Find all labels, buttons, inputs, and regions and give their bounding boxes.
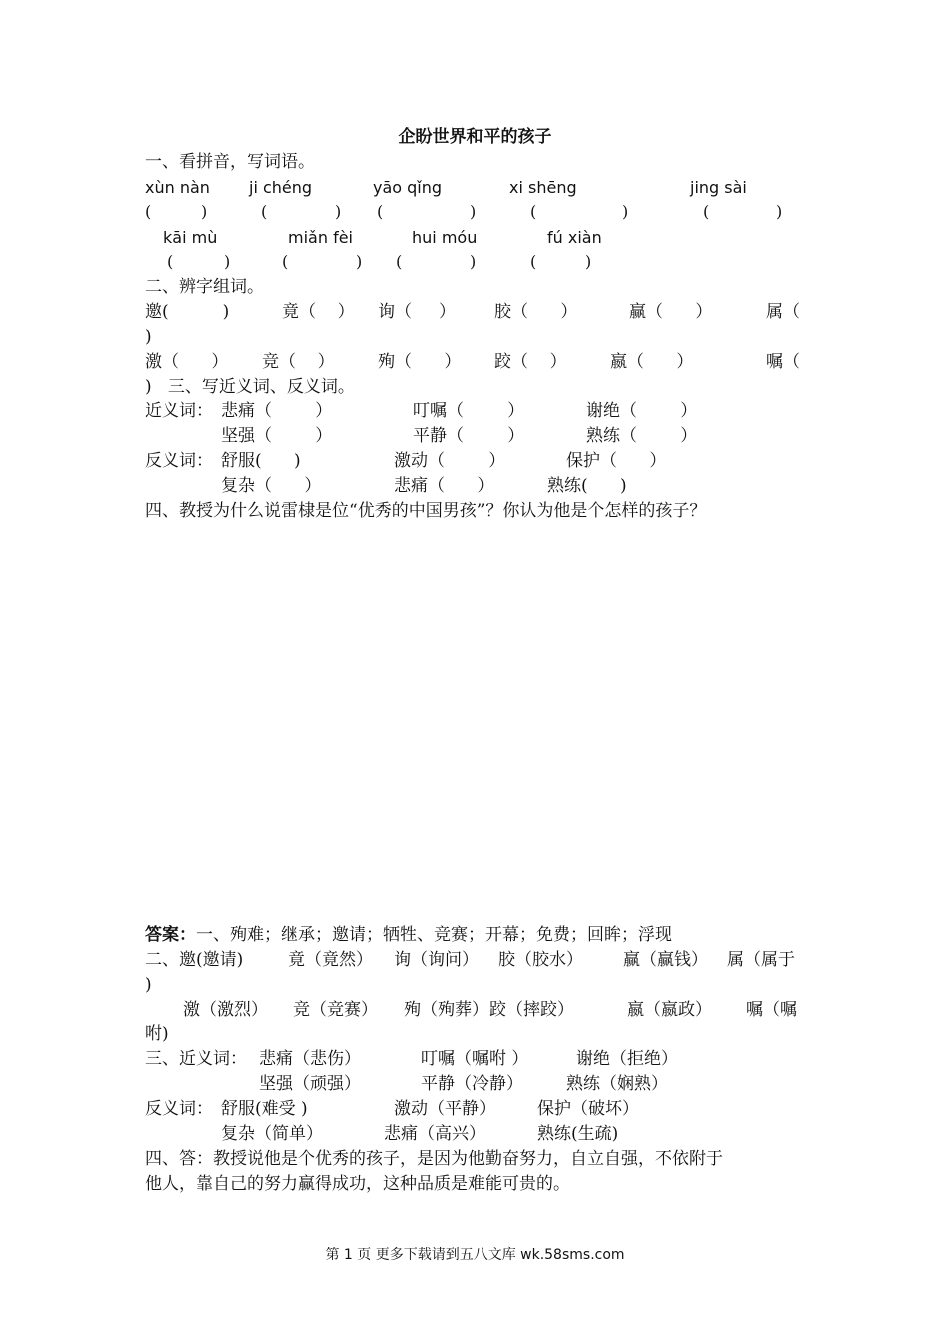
synonym-item[interactable]: 叮嘱（ ） xyxy=(413,401,525,421)
synonym-item[interactable]: 谢绝（ ） xyxy=(586,401,698,421)
synonym-label: 近义词： xyxy=(145,401,213,421)
answer-item: 谢绝（拒绝） xyxy=(576,1049,678,1069)
word-group-item[interactable]: 竟（ ） xyxy=(282,302,355,322)
answer-item: 保护（破坏） xyxy=(537,1099,639,1119)
answer-blank[interactable]: ( xyxy=(377,202,384,221)
answer-blank[interactable]: ( xyxy=(396,252,403,271)
answer-blank[interactable]: ( xyxy=(530,202,537,221)
antonym-label: 反义词： xyxy=(145,451,213,471)
answer-antonym-label: 反义词： xyxy=(145,1099,213,1119)
synonym-item[interactable]: 悲痛（ ） xyxy=(221,401,333,421)
pinyin-item: fú xiàn xyxy=(547,228,602,247)
synonym-item[interactable]: 平静（ ） xyxy=(413,426,525,446)
answer-blank-close: ) xyxy=(356,252,363,271)
answer-blank-close: ) xyxy=(622,202,629,221)
section-1-heading: 一、看拼音，写词语。 xyxy=(145,152,315,172)
answer-item: 激（激烈） xyxy=(183,1000,268,1020)
word-group-item[interactable]: 嬴（ ） xyxy=(610,352,694,372)
pinyin-item: yāo qǐng xyxy=(373,178,443,197)
answer-item: 叮嘱（嘱咐 ） xyxy=(421,1049,529,1069)
section-2-heading: 二、辨字组词。 xyxy=(145,277,264,297)
answer-item: 舒服(难受 ) xyxy=(221,1099,308,1119)
word-group-item[interactable]: 邀( ) xyxy=(145,302,230,322)
word-group-item[interactable]: 询（ ） xyxy=(378,302,457,322)
answer-blank[interactable]: ( xyxy=(530,252,537,271)
antonym-item[interactable]: 保护（ ） xyxy=(566,451,667,471)
answer-blank-close: ) xyxy=(470,252,477,271)
answer-part-1: 一、殉难；继承；邀请；牺牲、竞赛；开幕；免费；回眸；浮现 xyxy=(196,925,672,945)
synonym-item[interactable]: 坚强（ ） xyxy=(221,426,333,446)
pinyin-item: ji chéng xyxy=(249,178,313,197)
answer-item: 竟（竟然） xyxy=(288,950,373,970)
word-group-item[interactable]: 属（ xyxy=(766,302,800,322)
answer-item: 悲痛（高兴） xyxy=(384,1124,486,1144)
answer-blank-close: ) xyxy=(470,202,477,221)
answer-line-1 xyxy=(145,924,672,946)
answer-4-line-2: 他人，靠自己的努力赢得成功，这种品质是难能可贵的。 xyxy=(145,1174,570,1194)
pinyin-item: kāi mù xyxy=(163,228,218,247)
section-4-question: 四、教授为什么说雷棣是位“优秀的中国男孩”？你认为他是个怎样的孩子？ xyxy=(145,501,707,521)
answer-blank[interactable]: ( xyxy=(282,252,289,271)
answer-item: 胶（胶水） xyxy=(498,950,583,970)
answer-blank[interactable]: ( xyxy=(261,202,268,221)
answer-blank[interactable]: ( xyxy=(145,202,152,221)
worksheet-title: 企盼世界和平的孩子 xyxy=(398,127,552,147)
antonym-item[interactable]: 舒服( ) xyxy=(221,451,301,471)
antonym-item[interactable]: 复杂（ ） xyxy=(221,476,322,496)
word-group-item[interactable]: 殉（ ） xyxy=(378,352,462,372)
word-group-item[interactable]: 嘱（ xyxy=(766,352,800,372)
word-group-item[interactable]: 跤（ ） xyxy=(494,352,567,372)
answer-blank-close: ) xyxy=(224,252,231,271)
wrapped-text: ) xyxy=(145,327,152,347)
wrapped-text: ) xyxy=(145,975,152,995)
answer-4-line-1: 四、答：教授说他是个优秀的孩子，是因为他勤奋努力，自立自强，不依附于 xyxy=(145,1149,723,1169)
answer-item: 嘱（嘱 xyxy=(746,1000,797,1020)
word-group-item[interactable]: 竞（ ） xyxy=(262,352,335,372)
answer-synonym-label: 三、近义词： xyxy=(145,1049,247,1069)
pinyin-item: xùn nàn xyxy=(145,178,210,197)
wrapped-text: 咐) xyxy=(145,1024,169,1044)
answer-item: 熟练（娴熟） xyxy=(566,1074,668,1094)
antonym-item[interactable]: 激动（ ） xyxy=(394,451,506,471)
answer-item: 询（询问） xyxy=(394,950,479,970)
answer-blank-close: ) xyxy=(201,202,208,221)
answer-blank[interactable]: ( xyxy=(703,202,710,221)
page-footer: 第 1 页 更多下载请到五八文库 wk.58sms.com xyxy=(325,1247,625,1263)
answer-item: 属（属于 xyxy=(727,950,795,970)
answer-label: 答案： xyxy=(145,925,196,945)
pinyin-item: miǎn fèi xyxy=(288,228,353,247)
word-group-item[interactable]: 激（ ） xyxy=(145,352,229,372)
answer-item: 二、邀(邀请) xyxy=(145,950,244,970)
answer-item: 竞（竞赛） xyxy=(293,1000,378,1020)
answer-item: 嬴（嬴政） xyxy=(627,1000,712,1020)
answer-item: 赢（赢钱） xyxy=(623,950,708,970)
answer-item: 激动（平静） xyxy=(394,1099,496,1119)
pinyin-item: hui móu xyxy=(412,228,478,247)
answer-blank-close: ) xyxy=(335,202,342,221)
word-group-item[interactable]: 赢（ ） xyxy=(629,302,713,322)
word-group-item[interactable]: 胶（ ） xyxy=(494,302,578,322)
answer-item: 熟练(生疏) xyxy=(537,1124,619,1144)
answer-item: 平静（冷静） xyxy=(421,1074,523,1094)
answer-item: 悲痛（悲伤） xyxy=(259,1049,361,1069)
answer-item: 坚强（顽强） xyxy=(259,1074,361,1094)
pinyin-item: xi shēng xyxy=(509,178,577,197)
answer-blank[interactable]: ( xyxy=(167,252,174,271)
answer-blank-close: ) xyxy=(776,202,783,221)
answer-item: 殉（殉葬）跤（摔跤） xyxy=(404,1000,574,1020)
section-3-heading: ) 三、写近义词、反义词。 xyxy=(145,377,355,397)
antonym-item[interactable]: 悲痛（ ） xyxy=(394,476,495,496)
synonym-item[interactable]: 熟练（ ） xyxy=(586,426,698,446)
pinyin-item: jing sài xyxy=(690,178,747,197)
answer-item: 复杂（简单） xyxy=(221,1124,323,1144)
antonym-item[interactable]: 熟练( ) xyxy=(547,476,627,496)
answer-blank-close: ) xyxy=(585,252,592,271)
